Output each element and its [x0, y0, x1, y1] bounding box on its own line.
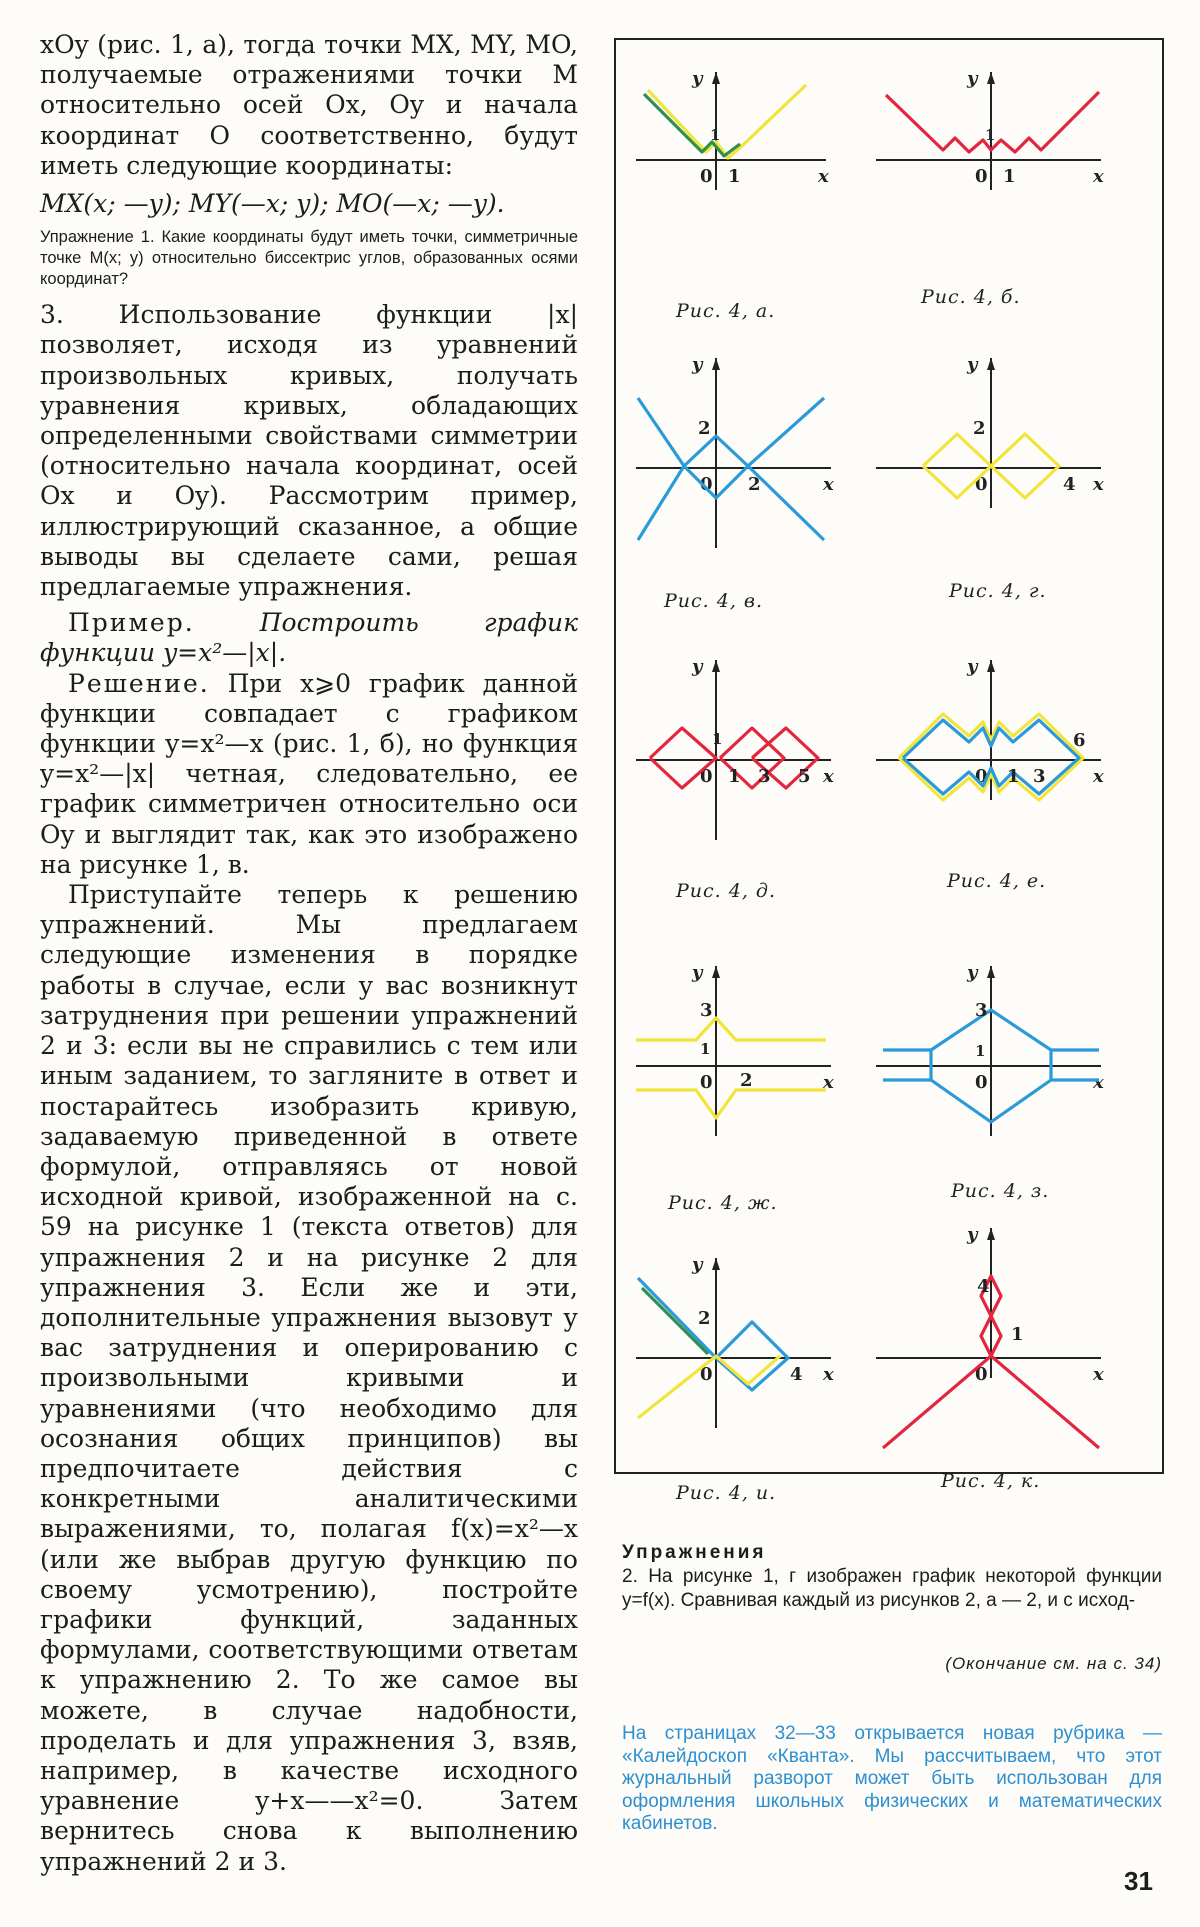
fig-v-origin-label: 0: [700, 474, 713, 495]
fig-v-tick-y2: 2: [698, 418, 711, 439]
caption-k: Рис. 4, к.: [941, 1470, 1041, 1492]
fig-z-x-label: x: [1093, 1072, 1104, 1093]
fig-d-tick-y1: 1: [712, 730, 723, 748]
fig-g-y-label: y: [967, 354, 978, 375]
caption-v: Рис. 4, в.: [664, 590, 764, 612]
fig-zh-tick-x2: 2: [740, 1070, 753, 1091]
fig-a-origin-label: 0: [700, 166, 713, 187]
fig-zh-origin-label: 0: [700, 1072, 713, 1093]
fig-d-tick-x1: 1: [728, 766, 741, 787]
fig-b-tick-x1: 1: [1003, 166, 1016, 187]
fig-k-x-label: x: [1093, 1364, 1104, 1385]
example-paragraph: [40, 608, 578, 668]
fig-b-x-label: x: [1093, 166, 1104, 187]
reflection-coordinates: MX(x; —y); MY(—x; y); MO(—x; —y).: [40, 189, 505, 219]
fig-d-tick-x5: 5: [798, 766, 811, 787]
fig-i-origin-label: 0: [700, 1364, 713, 1385]
fig-i-x-label: x: [823, 1364, 834, 1385]
solution-paragraph: [40, 669, 578, 880]
fig-z-origin-label: 0: [975, 1072, 988, 1093]
fig-d-y-label: y: [692, 656, 703, 677]
solution-text: При x⩾0 график данной функции совпадает с графиком функции y=x²—x (рис. 1, б), но функция y=x²—|x| четная, следовательно, ее график симметричен относительно оси Oy и выглядит так, как это изображено на рисунке 1, в.: [40, 668, 578, 879]
example-label: Пример.: [68, 608, 195, 638]
fig-i-tick-x4: 4: [790, 1364, 803, 1385]
fig-a-y-arrow: [712, 72, 720, 84]
fig-d-x-label: x: [823, 766, 834, 787]
fig-d-origin-label: 0: [700, 766, 713, 787]
fig-zh-curve-yellow-top: [636, 1018, 826, 1040]
fig-z-y-label: y: [967, 962, 978, 983]
fig-k-tick-y1: 1: [1011, 1324, 1024, 1345]
caption-i: Рис. 4, и.: [676, 1482, 777, 1504]
fig-zh-x-label: x: [823, 1072, 834, 1093]
fig-k-y-arrow: [987, 1228, 995, 1240]
paragraph-reflections: xOy (рис. 1, a), тогда точки MX, MY, MO, получаемые отражениями точки M относительно осей Ox, Oy и начала координат O соответственно, будут иметь следующие координаты:: [40, 30, 578, 180]
example-text: Построить график функции y=x²—|x|.: [40, 608, 578, 668]
continuation-note: (Окончание см. на с. 34): [945, 1654, 1162, 1673]
fig-z-tick-y3: 3: [975, 1000, 988, 1021]
caption-a: Рис. 4, а.: [676, 300, 776, 322]
fig-g-tick-x4: 4: [1063, 474, 1076, 495]
fig-k-origin-label: 0: [975, 1364, 988, 1385]
fig-g-x-label: x: [1093, 474, 1104, 495]
fig-e-x-label: x: [1093, 766, 1104, 787]
fig-v-x-label: x: [823, 474, 834, 495]
fig-zh-tick-y1: 1: [700, 1040, 711, 1058]
fig-e-tick-x6: 6: [1073, 730, 1086, 751]
caption-d: Рис. 4, д.: [676, 880, 776, 902]
fig-g-curve-yellow-right: [991, 434, 1059, 498]
fig-e-origin-label: 0: [975, 766, 988, 787]
fig-a-tick-y1: 1: [710, 126, 721, 144]
left-column: [40, 30, 578, 1877]
fig-i-y-arrow: [712, 1258, 720, 1270]
caption-b: Рис. 4, б.: [921, 286, 1021, 308]
fig-d-y-arrow: [712, 660, 720, 672]
instructions-paragraph: Приступайте теперь к решению упражнений. Мы предлагаем следующие изменения в порядке работы в случае, если у вас возникнут затруднения при решении упражнений 2 и 3: если вы не справились с тем или иным заданием, то загляните в ответ и постарайтесь изобразить кривую, задаваемую приведенной в ответе формулой, отправляясь от новой исходной кривой, изображенной на с. 59 на рисунке 1 (текста ответов) для упражнения 2 и на рисунке 2 для упражнения 3. Если же и эти, дополнительные упражнения вызовут у вас затруднения и оперированию с произвольными кривыми и уравнениями (что необходимо для осознания общих принципов) вы предпочитаете действия с конкретными аналитическими выражениями, то, полагая f(x)=x²—x (или же выбрав другую функцию по своему усмотрению), постройте графики функций, заданных формулами, соответствующими ответам к упражнению 2. То же самое вы можете, в случае надобности, проделать и для упражнения 3, взяв, например, в качестве исходного уравнение y+x——x²=0. Затем вернитесь снова к выполнению упражнений 2 и 3.: [40, 880, 578, 1876]
fig-z-y-arrow: [987, 966, 995, 978]
fig-i-curve-blue: [638, 1278, 788, 1390]
fig-a-y-label: y: [692, 68, 703, 89]
fig-i-tick-y2: 2: [698, 1308, 711, 1329]
exercise-1: Упражнение 1. Какие координаты будут иметь точки, симметричные точке M(x; y) относительно биссектрис углов, образованных осями координат?: [40, 228, 578, 289]
fig-zh-curve-yellow-bottom: [636, 1090, 826, 1118]
fig-a-tick-x1: 1: [728, 166, 741, 187]
fig-b-y-arrow: [987, 72, 995, 84]
fig-b-origin-label: 0: [975, 166, 988, 187]
exercise-2: 2. На рисунке 1, г изображен график некоторой функции y=f(x). Сравнивая каждый из рисунков 2, а — 2, и с исход-: [622, 1566, 1162, 1611]
section-3-paragraph: 3. Использование функции |x| позволяет, исходя из уравнений произвольных кривых, получать уравнения кривых, обладающих определенными свойствами симметрии (относительно начала координат, осей Ox и Oy). Рассмотрим пример, иллюстрирующий сказанное, а общие выводы вы сделаете сами, решая предлагаемые упражнения.: [40, 300, 578, 602]
fig-v-tick-x2: 2: [748, 474, 761, 495]
fig-e-tick-x1: 1: [1007, 766, 1020, 787]
caption-e: Рис. 4, е.: [947, 870, 1047, 892]
page-number: 31: [1124, 1866, 1153, 1896]
caption-zh: Рис. 4, ж.: [668, 1192, 778, 1214]
fig-v-y-arrow: [712, 358, 720, 370]
fig-k-tick-y4: 4: [977, 1276, 990, 1297]
fig-z-tick-y1: 1: [975, 1042, 986, 1060]
fig-b-y-label: y: [967, 68, 978, 89]
fig-e-tick-x3: 3: [1033, 766, 1046, 787]
fig-g-tick-y2: 2: [973, 418, 986, 439]
fig-b-tick-y1: 1: [985, 126, 996, 144]
fig-zh-y-arrow: [712, 966, 720, 978]
fig-g-y-arrow: [987, 358, 995, 370]
fig-g-origin-label: 0: [975, 474, 988, 495]
fig-d-tick-x3: 3: [758, 766, 771, 787]
fig-zh-tick-y3: 3: [700, 1000, 713, 1021]
fig-a-x-label: x: [818, 166, 829, 187]
fig-e-y-label: y: [967, 656, 978, 677]
fig-e-y-arrow: [987, 660, 995, 672]
fig-i-y-label: y: [692, 1254, 703, 1275]
caption-z: Рис. 4, з.: [951, 1180, 1050, 1202]
fig-v-y-label: y: [692, 354, 703, 375]
exercises-heading: Упражнения: [622, 1542, 767, 1563]
solution-label: Решение.: [68, 668, 210, 698]
kaleidoscope-note: На страницах 32—33 открывается новая рубрика — «Калейдоскоп «Кванта». Мы рассчитываем, что этот журнальный разворот может быть использован для оформления школьных физических и математических кабинетов.: [622, 1723, 1162, 1834]
fig-k-y-label: y: [967, 1224, 978, 1245]
caption-g: Рис. 4, г.: [949, 580, 1047, 602]
figures-svg: [616, 40, 1166, 1476]
figure-frame: [614, 38, 1164, 1504]
fig-v-curve-blue-2: [638, 436, 824, 540]
fig-zh-y-label: y: [692, 962, 703, 983]
